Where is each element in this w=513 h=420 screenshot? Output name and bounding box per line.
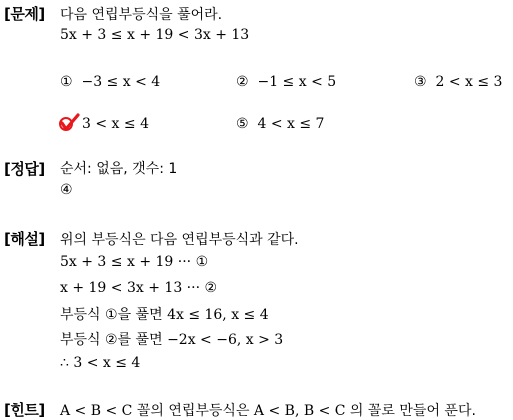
step2-text: 부등식 ②를 풀면: [60, 332, 163, 348]
answer-order-line: 순서: 없음, 갯수: 1: [60, 161, 178, 177]
hint-tag: [힌트]: [4, 401, 45, 419]
option-1-text: −3 ≤ x < 4: [81, 74, 161, 90]
explanation-conclusion: ∴ 3 < x ≤ 4: [60, 355, 141, 371]
option-4-text: 3 < x ≤ 4: [82, 116, 149, 132]
selected-check-icon: [58, 113, 80, 133]
option-5[interactable]: [236, 116, 324, 132]
option-1-number: ①: [60, 74, 73, 90]
option-4[interactable]: [82, 116, 149, 132]
option-5-text: 4 < x ≤ 7: [257, 116, 325, 132]
explanation-eq1: 5x + 3 ≤ x + 19 ··· ①: [60, 254, 209, 270]
hint-part1: A < B < C: [60, 403, 133, 419]
hint-part4: 의 꼴로 만들어 푼다.: [345, 403, 476, 419]
step1-math: 4x ≤ 16, x ≤ 4: [167, 307, 269, 323]
problem-tag: [문제]: [4, 5, 45, 23]
answer-value: ④: [60, 182, 73, 198]
option-1[interactable]: [60, 74, 160, 90]
answer-tag: [정답]: [4, 160, 45, 178]
problem-instruction: 다음 연립부등식을 풀어라.: [60, 7, 223, 23]
explanation-eq2: x + 19 < 3x + 13 ··· ②: [60, 280, 218, 296]
step2-math: −2x < −6, x > 3: [167, 332, 284, 348]
hint-part2: 꼴의 연립부등식은: [132, 403, 254, 419]
option-3-number: ③: [414, 74, 427, 90]
step1-text: 부등식 ①을 풀면: [60, 307, 163, 323]
option-2-text: −1 ≤ x < 5: [257, 74, 337, 90]
hint-text: [60, 400, 476, 420]
option-2[interactable]: [236, 74, 336, 90]
problem-inequality: 5x + 3 ≤ x + 19 < 3x + 13: [60, 27, 250, 43]
explanation-intro: 위의 부등식은 다음 연립부등식과 같다.: [60, 232, 299, 248]
hint-part3: A < B, B < C: [253, 403, 346, 419]
explanation-step2: [60, 329, 283, 349]
option-3[interactable]: [414, 74, 502, 90]
option-3-text: 2 < x ≤ 3: [435, 74, 503, 90]
explanation-tag: [해설]: [4, 230, 45, 248]
option-2-number: ②: [236, 74, 249, 90]
option-5-number: ⑤: [236, 116, 249, 132]
explanation-step1: [60, 304, 269, 324]
